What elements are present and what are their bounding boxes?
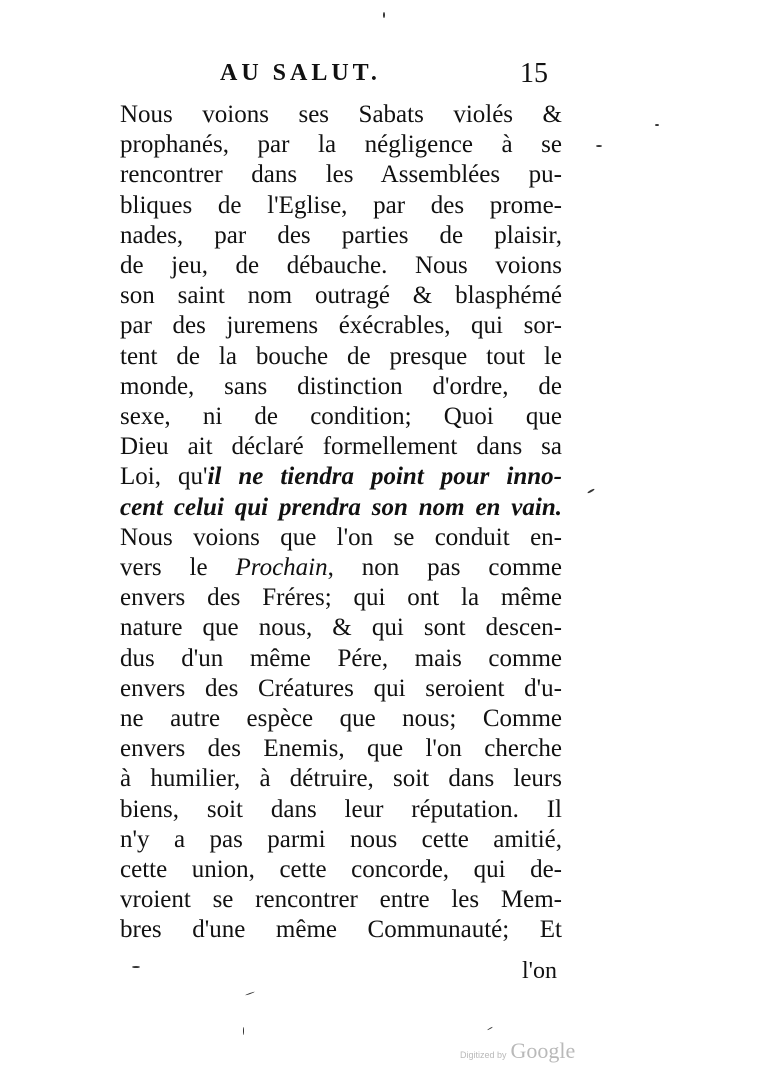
italic-quote: il ne tiendra point pour inno- [207,463,562,491]
text-line: Nous voions que l'on se conduit en- [120,523,562,551]
scan-speck [587,488,595,494]
scan-speck [132,966,140,968]
text-line: de jeu, de débauche. Nous voions [120,252,562,280]
text-line: biens, soit dans leur réputation. Il [120,795,562,823]
text-line-mixed [120,553,562,583]
text-line: monde, sans distinction d'ordre, de [120,372,562,400]
text-line: envers des Créatures qui seroient d'u- [120,674,562,702]
body-text [120,100,562,946]
scan-speck [383,12,385,18]
digitized-watermark [460,1038,575,1064]
text-line: son saint nom outragé & blasphémé [120,282,562,310]
italic-word: Prochain [235,554,328,582]
italic-quote-line: cent celui qui prendra son nom en vain. [120,493,562,521]
text-line: par des juremens éxécrables, qui sor- [120,312,562,340]
google-logo: Google [510,1038,576,1063]
watermark-prefix: Digitized by [460,1050,507,1060]
text-line: prophanés, par la négligence à se [120,131,562,159]
running-title: AU SALUT. [220,60,381,86]
text-line: bliques de l'Eglise, par des prome- [120,191,562,219]
text-line: sexe, ni de condition; Quoi que [120,403,562,431]
text-line: tent de la bouche de presque tout le [120,342,562,370]
text-line: ne autre espèce que nous; Comme [120,705,562,733]
text-line: envers des Enemis, que l'on cherche [120,735,562,763]
text-line: Dieu ait déclaré formellement dans sa [120,433,562,461]
text-run: Loi, qu' [120,463,208,491]
scan-speck [243,1027,244,1035]
text-line: bres d'une même Communauté; Et [120,916,562,944]
scan-speck [596,145,602,147]
text-run: vers le [120,554,236,582]
scan-speck [245,991,255,995]
text-line: vroient se rencontrer entre les Mem- [120,886,562,914]
text-line: Nous voions ses Sabats violés & [120,101,562,128]
text-line: envers des Fréres; qui ont la même [120,584,562,612]
text-line: nature que nous, & qui sont descen- [120,614,562,642]
text-line: n'y a pas parmi nous cette amitié, [120,825,562,853]
text-line-mixed [120,462,562,492]
text-line: cette union, cette concorde, qui de- [120,856,562,884]
page-number: 15 [520,58,548,89]
text-line: rencontrer dans les Assemblées pu- [120,161,562,189]
text-line: dus d'un même Pére, mais comme [120,644,562,672]
text-line: à humilier, à détruire, soit dans leurs [120,765,562,793]
scan-speck [487,1027,493,1031]
text-line: nades, par des parties de plaisir, [120,221,562,249]
scan-speck [655,124,659,126]
text-run: , non pas comme [327,554,562,582]
catchword: l'on [522,958,557,984]
